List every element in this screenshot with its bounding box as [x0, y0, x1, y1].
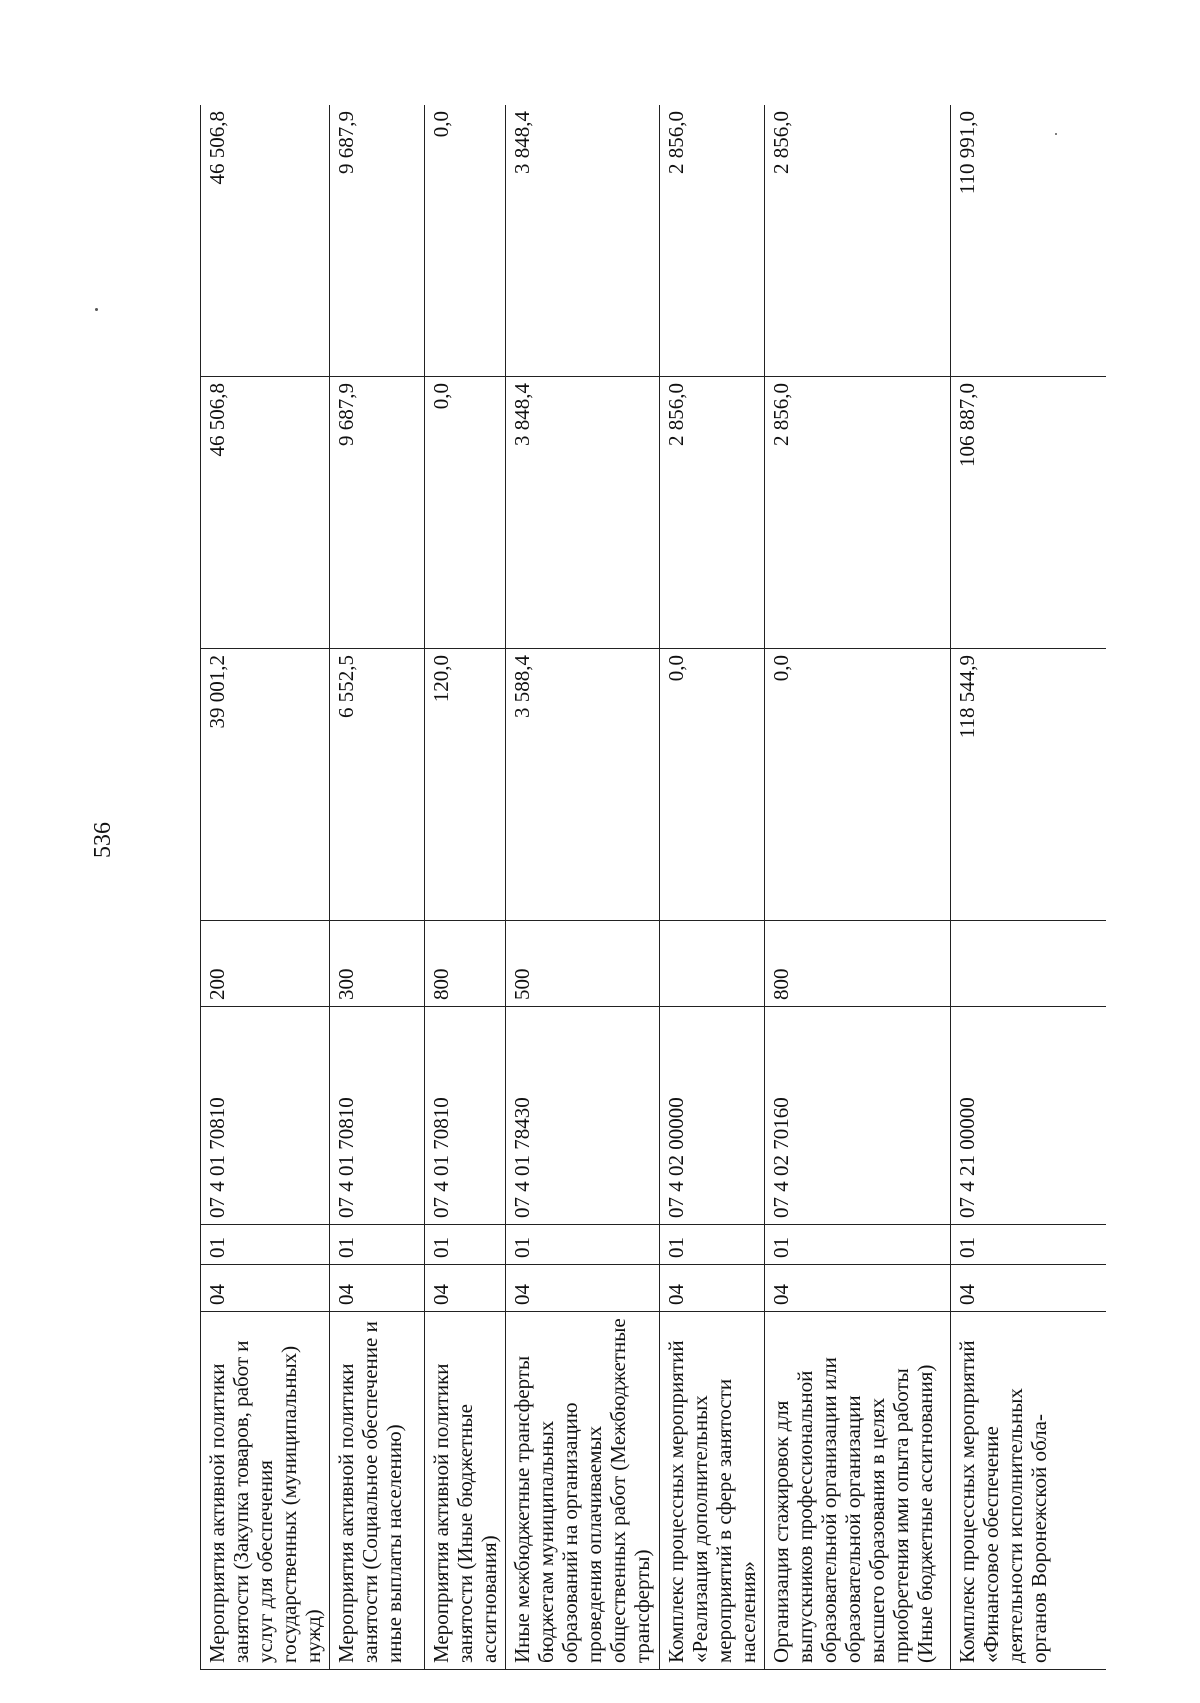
- description-cell: Иные межбюджетные трансферты бюджетам муниципальных образований на организацию проведения оплачиваемых общественных работ (Межбюджетные трансферты): [506, 1312, 660, 1670]
- target-article-cell: 07 4 01 70810: [425, 1007, 506, 1225]
- amount-cell-1: 0,0: [765, 649, 951, 921]
- amount-cell-3: 0,0: [425, 105, 506, 377]
- section-code-cell: 04: [201, 1265, 330, 1312]
- target-article-cell: 07 4 01 70810: [330, 1007, 425, 1225]
- subsection-code-cell: 01: [330, 1225, 425, 1265]
- expense-type-cell: 800: [765, 921, 951, 1007]
- section-code-cell: 04: [425, 1265, 506, 1312]
- amount-cell-3: 3 848,4: [506, 105, 660, 377]
- amount-cell-1: 120,0: [425, 649, 506, 921]
- expense-type-cell: 200: [201, 921, 330, 1007]
- expense-type-cell: [951, 921, 1107, 1007]
- amount-cell-1: 3 588,4: [506, 649, 660, 921]
- table-row: [660, 105, 765, 1670]
- page-number: 536: [90, 822, 116, 858]
- target-article-cell: 07 4 02 70160: [765, 1007, 951, 1225]
- table-row: [425, 105, 506, 1670]
- description-cell: Мероприятия активной политики занятости (Иные бюджетные ассигнования): [425, 1312, 506, 1670]
- expense-type-cell: 800: [425, 921, 506, 1007]
- target-article-cell: 07 4 01 70810: [201, 1007, 330, 1225]
- amount-cell-1: 0,0: [660, 649, 765, 921]
- expense-type-cell: 500: [506, 921, 660, 1007]
- table-row: [201, 105, 330, 1670]
- amount-cell-3: 9 687,9: [330, 105, 425, 377]
- subsection-code-cell: 01: [425, 1225, 506, 1265]
- subsection-code-cell: 01: [951, 1225, 1107, 1265]
- amount-cell-1: 118 544,9: [951, 649, 1107, 921]
- target-article-cell: 07 4 21 00000: [951, 1007, 1107, 1225]
- expense-type-cell: 300: [330, 921, 425, 1007]
- description-cell: Комплекс процессных мероприятий «Реализация дополнительных мероприятий в сфере занятости населения»: [660, 1312, 765, 1670]
- scan-speck: [95, 308, 98, 311]
- amount-cell-3: 46 506,8: [201, 105, 330, 377]
- expense-type-cell: [660, 921, 765, 1007]
- table-row: [506, 105, 660, 1670]
- description-cell: Организация стажировок для выпускников профессиональной образовательной организации или образовательной организации высшего образования в целях приобретения ими опыта работы (Иные бюджетные ассигнования): [765, 1312, 951, 1670]
- amount-cell-2: 9 687,9: [330, 377, 425, 649]
- subsection-code-cell: 01: [201, 1225, 330, 1265]
- amount-cell-2: 46 506,8: [201, 377, 330, 649]
- amount-cell-2: 2 856,0: [660, 377, 765, 649]
- amount-cell-2: 106 887,0: [951, 377, 1107, 649]
- subsection-code-cell: 01: [765, 1225, 951, 1265]
- subsection-code-cell: 01: [506, 1225, 660, 1265]
- table-row: [951, 105, 1107, 1670]
- amount-cell-1: 39 001,2: [201, 649, 330, 921]
- section-code-cell: 04: [951, 1265, 1107, 1312]
- target-article-cell: 07 4 01 78430: [506, 1007, 660, 1225]
- description-cell: Мероприятия активной политики занятости (Социальное обеспечение и иные выплаты населению): [330, 1312, 425, 1670]
- rotated-table-container: [200, 105, 1106, 1670]
- target-article-cell: 07 4 02 00000: [660, 1007, 765, 1225]
- description-cell: Комплекс процессных мероприятий «Финансовое обеспечение деятельности исполнительных органов Воронежской обла-: [951, 1312, 1107, 1670]
- section-code-cell: 04: [330, 1265, 425, 1312]
- amount-cell-3: 110 991,0: [951, 105, 1107, 377]
- amount-cell-2: 3 848,4: [506, 377, 660, 649]
- amount-cell-3: 2 856,0: [660, 105, 765, 377]
- amount-cell-1: 6 552,5: [330, 649, 425, 921]
- amount-cell-2: 2 856,0: [765, 377, 951, 649]
- amount-cell-2: 0,0: [425, 377, 506, 649]
- section-code-cell: 04: [660, 1265, 765, 1312]
- budget-table: [200, 105, 1106, 1670]
- section-code-cell: 04: [765, 1265, 951, 1312]
- table-row: [765, 105, 951, 1670]
- amount-cell-3: 2 856,0: [765, 105, 951, 377]
- table-row: [330, 105, 425, 1670]
- section-code-cell: 04: [506, 1265, 660, 1312]
- description-cell: Мероприятия активной политики занятости (Закупка товаров, работ и услуг для обеспечения государственных (муниципальных) нужд): [201, 1312, 330, 1670]
- subsection-code-cell: 01: [660, 1225, 765, 1265]
